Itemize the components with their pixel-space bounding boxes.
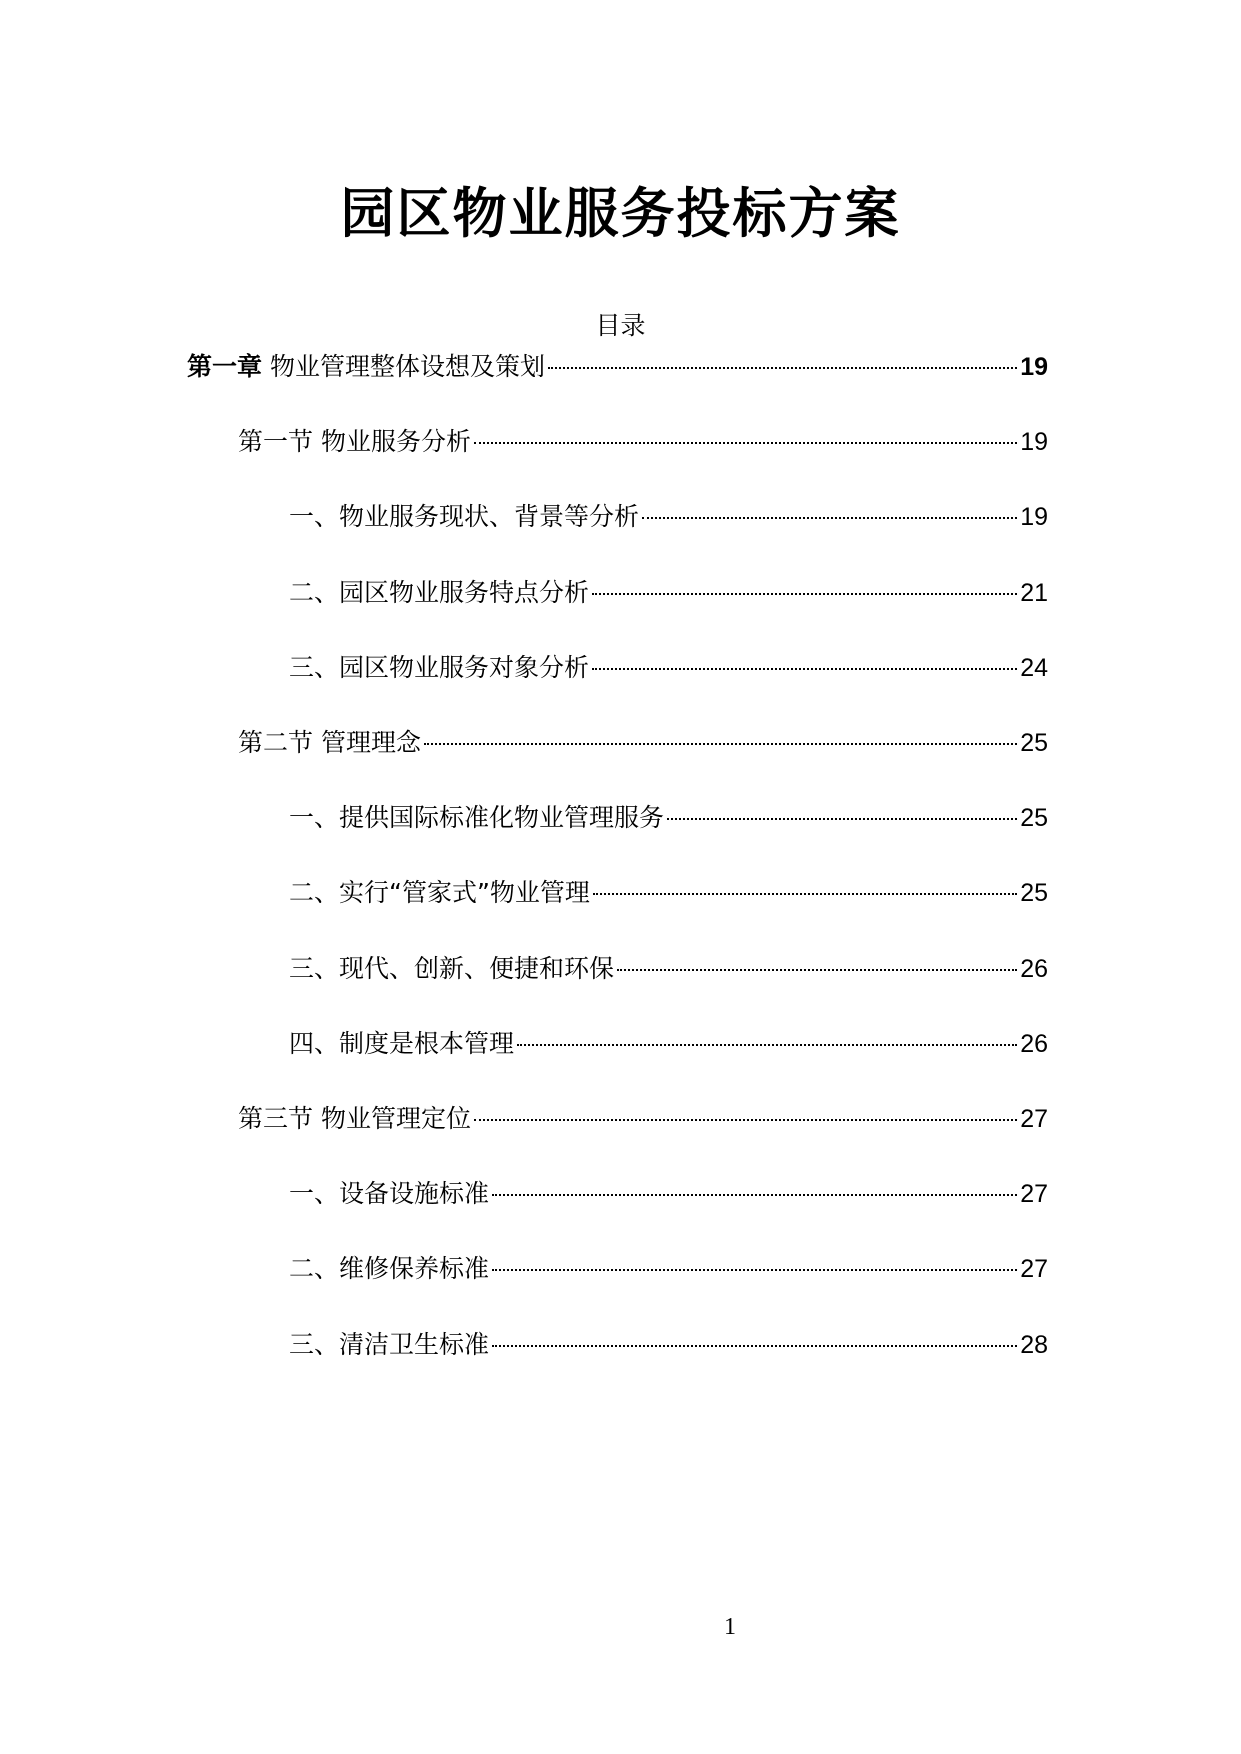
toc-entry[interactable] <box>238 425 1048 459</box>
toc-entry-text: 一、物业服务现状、背景等分析 <box>289 502 640 531</box>
toc-entry[interactable] <box>289 500 1048 534</box>
toc-dot-leader <box>593 893 1017 895</box>
toc-entry-text: 二、实行“管家式”物业管理 <box>289 878 590 907</box>
toc-entry-page-number: 19 <box>1020 503 1048 531</box>
toc-entry-label <box>289 651 589 685</box>
toc-entry[interactable] <box>289 651 1048 685</box>
toc-entry[interactable] <box>289 1177 1048 1211</box>
toc-entry-label <box>289 1328 489 1362</box>
toc-entry-label <box>289 1177 489 1211</box>
toc-entry-page-number: 25 <box>1020 729 1048 757</box>
toc-dot-leader <box>492 1194 1017 1196</box>
toc-entry[interactable] <box>289 1027 1048 1061</box>
toc-entry-page-number: 26 <box>1020 1030 1048 1058</box>
toc-entry-page-number: 21 <box>1020 579 1048 607</box>
toc-entry[interactable] <box>238 1102 1048 1136</box>
toc-dot-leader <box>492 1345 1017 1347</box>
toc-entry[interactable] <box>289 801 1048 835</box>
toc-entry-label <box>289 1252 489 1286</box>
toc-entry-text: 物业管理整体设想及策划 <box>262 352 545 381</box>
toc-entry-text: 一、设备设施标准 <box>289 1179 490 1208</box>
toc-dot-leader <box>667 818 1017 820</box>
toc-dot-leader <box>474 442 1017 444</box>
toc-entry-label <box>289 876 590 910</box>
toc-entry-page-number: 19 <box>1020 428 1048 456</box>
toc-entry[interactable] <box>289 1328 1048 1362</box>
toc-entry-page-number: 27 <box>1020 1105 1048 1133</box>
toc-entry-text: 第二节 管理理念 <box>238 728 421 757</box>
toc-dot-leader <box>492 1269 1017 1271</box>
toc-entry-text: 四、制度是根本管理 <box>289 1029 515 1058</box>
toc-entry-page-number: 27 <box>1020 1180 1048 1208</box>
toc-entry[interactable] <box>187 350 1048 384</box>
toc-entry-text: 三、现代、创新、便捷和环保 <box>289 954 615 983</box>
toc-entry-page-number: 25 <box>1020 879 1048 907</box>
page-number: 1 <box>724 1614 736 1640</box>
toc-entry-text: 第一节 物业服务分析 <box>238 427 471 456</box>
toc-entry-text: 三、清洁卫生标准 <box>289 1330 490 1359</box>
toc-dot-leader <box>548 367 1017 369</box>
toc-dot-leader <box>592 593 1017 595</box>
toc-entry-label <box>187 350 545 384</box>
toc-entry-page-number: 27 <box>1020 1255 1048 1283</box>
toc-entry-page-number: 26 <box>1020 955 1048 983</box>
toc-entry[interactable] <box>289 576 1048 610</box>
toc-entry-page-number: 28 <box>1020 1331 1048 1359</box>
toc-entry-text: 一、提供国际标准化物业管理服务 <box>289 803 665 832</box>
toc-entry-text: 二、园区物业服务特点分析 <box>289 578 590 607</box>
toc-entry[interactable] <box>289 1252 1048 1286</box>
toc-entry[interactable] <box>289 952 1048 986</box>
toc-entry-page-number: 25 <box>1020 804 1048 832</box>
toc-entry-label <box>238 726 421 760</box>
toc-entry-label <box>289 576 589 610</box>
toc-entry-label <box>238 425 471 459</box>
toc-dot-leader <box>424 743 1017 745</box>
toc-dot-leader <box>517 1044 1017 1046</box>
toc-entry-text: 第三节 物业管理定位 <box>238 1104 471 1133</box>
toc-entry-label <box>289 500 639 534</box>
toc-heading: 目录 <box>595 311 646 340</box>
toc-entry-page-number: 24 <box>1020 654 1048 682</box>
toc-dot-leader <box>642 517 1017 519</box>
toc-entry-page-number: 19 <box>1020 353 1048 381</box>
toc-dot-leader <box>617 969 1017 971</box>
toc-entry-label <box>289 801 664 835</box>
toc-entry[interactable] <box>238 726 1048 760</box>
toc-entry-label <box>238 1102 471 1136</box>
toc-dot-leader <box>474 1119 1017 1121</box>
toc-entry-label <box>289 952 614 986</box>
toc-entry-text: 二、维修保养标准 <box>289 1254 490 1283</box>
toc-entry-text: 三、园区物业服务对象分析 <box>289 653 590 682</box>
toc-entry-label <box>289 1027 514 1061</box>
toc-dot-leader <box>592 668 1017 670</box>
document-title: 园区物业服务投标方案 <box>340 182 901 245</box>
toc-entry-chapter-prefix: 第一章 <box>187 352 263 381</box>
toc-entry[interactable] <box>289 876 1048 910</box>
